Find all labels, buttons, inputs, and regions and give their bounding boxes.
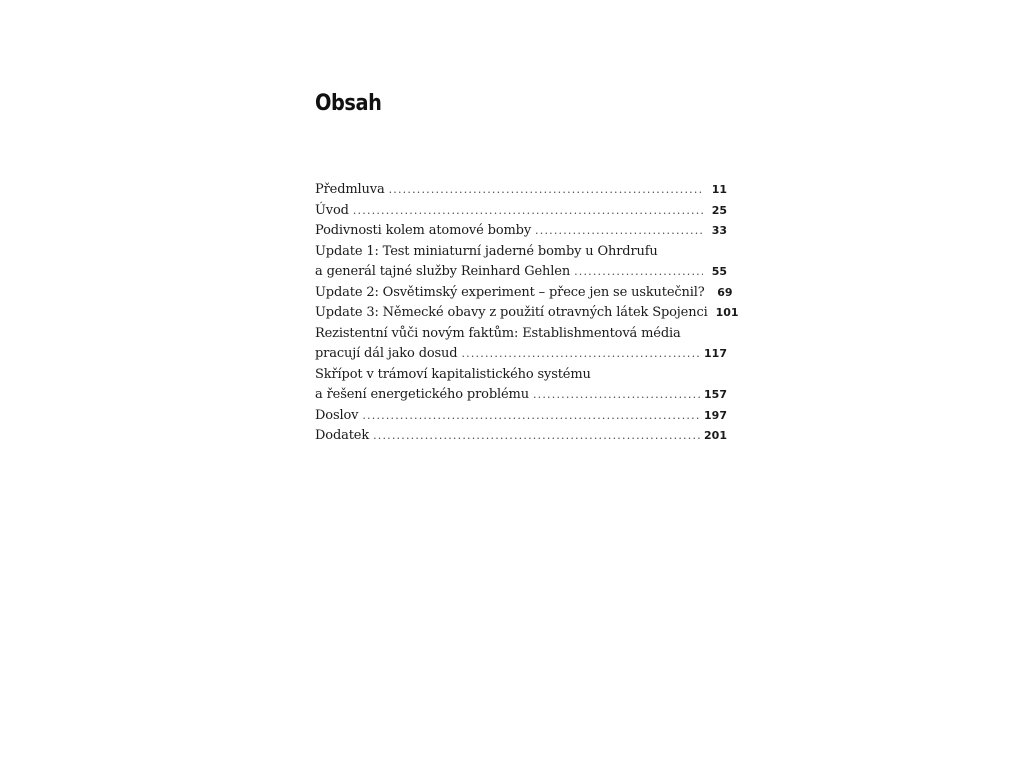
page-title: Obsah xyxy=(315,91,382,116)
toc-entry-title: Update 1: Test miniaturní jaderné bomby u Ohrdrufu xyxy=(315,243,658,259)
toc-entry-podivnosti[interactable] xyxy=(315,221,727,242)
toc-page-number: 201 xyxy=(704,429,727,442)
toc-page-number: 157 xyxy=(704,388,727,401)
toc-page-number: 197 xyxy=(704,408,727,422)
toc-page-number: 25 xyxy=(711,203,727,217)
toc-entry-line xyxy=(315,262,727,283)
toc-entry-title: Podivnosti kolem atomové bomby xyxy=(315,223,532,238)
toc-entry-line xyxy=(315,344,727,365)
toc-entry-update-1[interactable] xyxy=(315,242,727,283)
dot-leader xyxy=(574,262,703,283)
toc-entry-rezistentni[interactable] xyxy=(315,324,727,365)
toc-entry-uvod[interactable] xyxy=(315,201,727,222)
dot-leader xyxy=(535,221,703,242)
dot-leader xyxy=(353,201,703,222)
toc-entry-title: Rezistentní vůči novým faktům: Establishmentová média xyxy=(315,325,681,341)
dot-leader xyxy=(389,180,703,201)
toc-entry-line xyxy=(315,324,727,345)
toc-page-number: 11 xyxy=(711,183,727,196)
toc-page-number: 33 xyxy=(711,224,727,237)
toc-entry-doslov[interactable] xyxy=(315,406,727,427)
toc-entry-title-continued: a generál tajné služby Reinhard Gehlen xyxy=(315,264,571,279)
toc-entry-title: Skřípot v trámoví kapitalistického systému xyxy=(315,366,591,382)
toc-entry-title: Doslov xyxy=(315,407,359,423)
dot-leader xyxy=(362,406,700,427)
toc-entry-line xyxy=(315,385,727,406)
toc-entry-update-3[interactable] xyxy=(315,303,739,324)
toc-entry-title-continued: pracují dál jako dosud xyxy=(315,346,458,361)
dot-leader xyxy=(461,344,700,365)
toc-entry-predmluva[interactable] xyxy=(315,180,727,201)
toc-entry-title: Předmluva xyxy=(315,182,385,197)
toc-entry-title: Dodatek xyxy=(315,428,370,443)
toc-entry-title: Update 3: Německé obavy z použití otravných látek Spojenci xyxy=(315,305,708,320)
dot-leader xyxy=(533,385,700,406)
table-of-contents xyxy=(315,180,739,447)
toc-entry-title: Úvod xyxy=(315,202,349,218)
toc-entry-line xyxy=(315,242,727,263)
toc-page-number: 101 xyxy=(715,306,739,319)
toc-page-number: 69 xyxy=(717,285,733,299)
toc-entry-title-continued: a řešení energetického problému xyxy=(315,387,529,402)
toc-entry-dodatek[interactable] xyxy=(315,426,727,447)
toc-entry-update-2[interactable] xyxy=(315,283,733,304)
toc-page-number: 55 xyxy=(711,265,727,278)
toc-entry-title: Update 2: Osvětimský experiment – přece jen se uskutečnil? xyxy=(315,284,705,300)
toc-entry-line xyxy=(315,365,727,386)
dot-leader xyxy=(373,426,700,447)
toc-entry-skripot[interactable] xyxy=(315,365,727,406)
toc-page-number: 117 xyxy=(704,347,727,360)
